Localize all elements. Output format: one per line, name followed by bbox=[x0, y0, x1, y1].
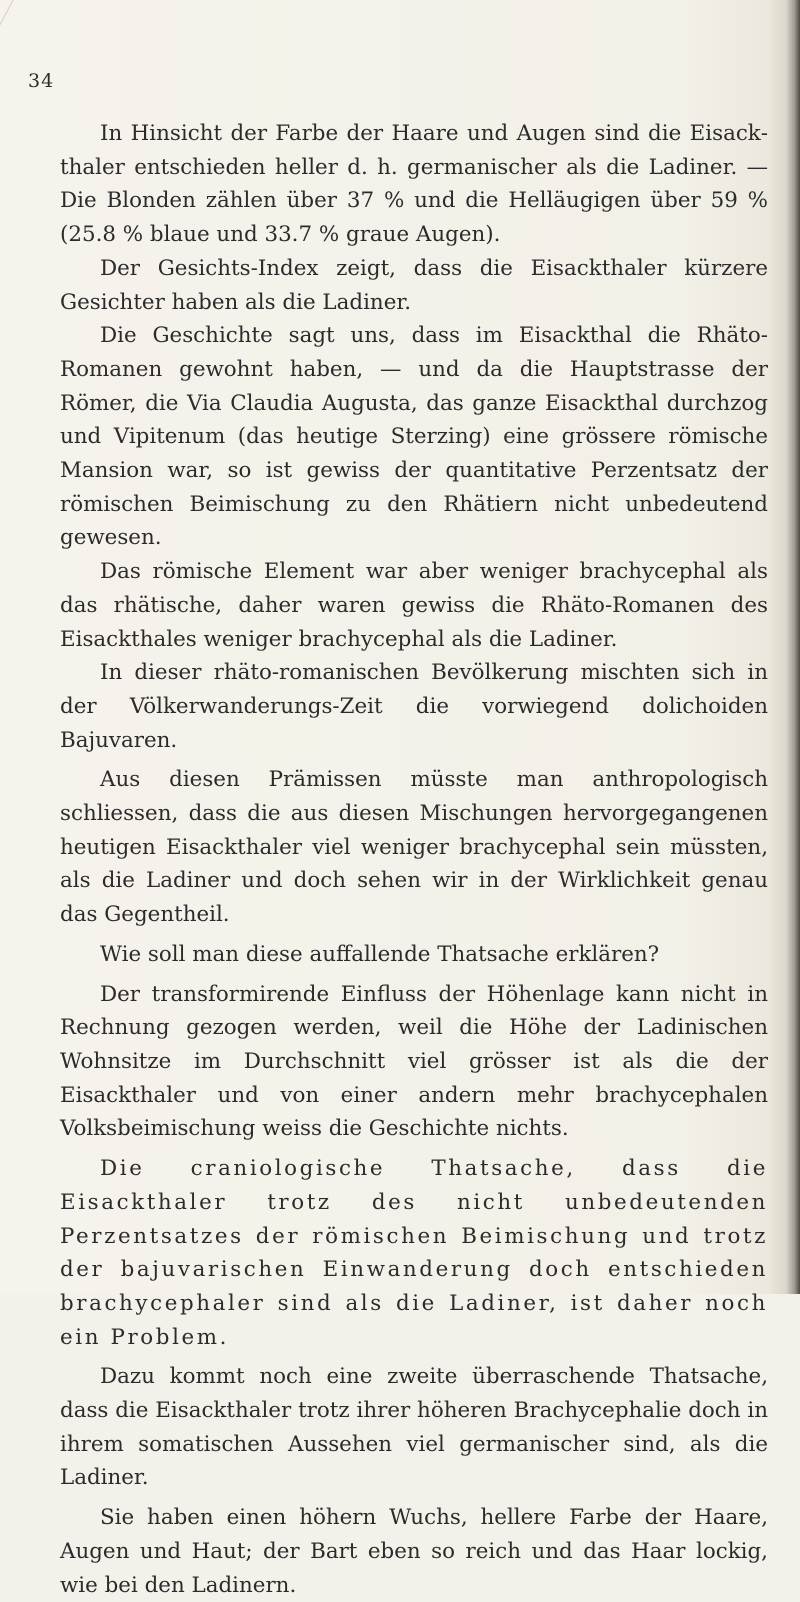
paragraph-premises: Aus diesen Prämissen müsste man anthropologisch schliessen, dass die aus diesen Mischungen hervorgegangenen heutigen Eisackthaler viel weniger brachycephal sein müssten, als die Ladiner und doch sehen wir in der Wirklichkeit genau das Gegentheil. bbox=[60, 767, 768, 928]
paragraph-craniological-problem: Die craniologische Thatsache, dass die Eisackthaler trotz des nicht unbedeutenden Perzentsatzes der römischen Beimischung und trotz der bajuvarischen Einwanderung doch entschieden brachycephaler sind als die Ladiner, ist daher noch ein Problem. bbox=[60, 1156, 768, 1350]
paragraph-roman-element: Das römische Element war aber weniger brachycephal als das rhätische, daher waren gewiss die Rhäto-Romanen des Eisackthales weniger brachycephal als die Ladiner. bbox=[60, 559, 768, 652]
paragraph-migration: In dieser rhäto-romanischen Bevölkerung mischten sich in der Völkerwanderungs-Zeit die vorwiegend dolichoiden Bajuvaren. bbox=[60, 660, 768, 753]
corner-fold-mark bbox=[0, 0, 44, 40]
body-text bbox=[60, 117, 768, 1602]
paragraph-hair-eye-color: In Hinsicht der Farbe der Haare und Augen sind die Eisackthaler entschieden heller d. h. germanischer als die Ladiner. — Die Blonden zählen über 37 % und die Helläugigen über 59 % (25.8 % blaue und 33.7 % graue Augen). bbox=[60, 121, 768, 248]
paragraph-altitude: Der transformirende Einfluss der Höhenlage kann nicht in Rechnung gezogen werden, weil die Höhe der Ladinischen Wohnsitze im Durchschnitt viel grösser ist als die der Eisackthaler und von einer andern mehr brachycephalen Volksbeimischung weiss die Geschichte nichts. bbox=[60, 981, 768, 1142]
paragraph-history: Die Geschichte sagt uns, dass im Eisackthal die Rhäto-Romanen gewohnt haben, — und da die Hauptstrasse der Römer, die Via Claudia Augusta, das ganze Eisackthal durchzog und Vipitenum (das heutige Sterzing) eine grössere römische Mansion war, so ist gewiss der quantitative Perzentsatz der römischen Beimischung zu den Rhätiern nicht unbedeutend gewesen. bbox=[60, 323, 768, 551]
paragraph-stature: Sie haben einen höhern Wuchs, hellere Farbe der Haare, Augen und Haut; der Bart eben so reich und das Haar lockig, wie bei den Ladinern. bbox=[60, 1505, 768, 1598]
paragraph-second-fact: Dazu kommt noch eine zweite überraschende Thatsache, dass die Eisackthaler trotz ihrer höheren Brachycephalie doch in ihrem somatischen Aussehen viel germanischer sind, als die Ladiner. bbox=[60, 1364, 768, 1491]
paragraph-face-index: Der Gesichts-Index zeigt, dass die Eisackthaler kürzere Gesichter haben als die Ladiner. bbox=[60, 255, 768, 315]
page-edge-shadow bbox=[786, 0, 800, 1294]
paragraph-question: Wie soll man diese auffallende Thatsache erklären? bbox=[100, 941, 660, 967]
page-number: 34 bbox=[28, 70, 55, 92]
